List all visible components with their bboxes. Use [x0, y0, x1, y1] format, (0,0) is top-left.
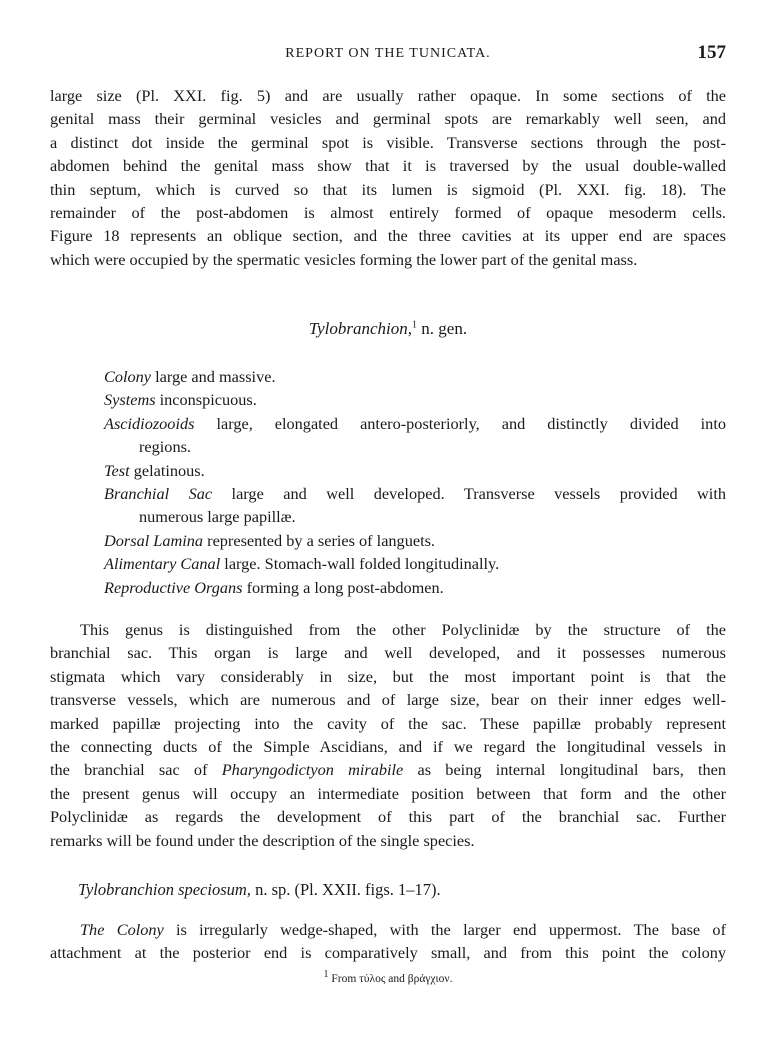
text-line: marked papillæ projecting into the cavity of the sac. These papillæ probably represent — [50, 713, 726, 733]
character-term: Systems — [104, 390, 156, 410]
character-term: Reproductive Organs — [104, 577, 243, 597]
footnote — [0, 969, 776, 985]
text-line: This genus is distinguished from the other Polyclinidæ by the structure of the — [80, 620, 726, 639]
text-line: genital mass their germinal vesicles and germinal spots are remarkably well seen, and — [50, 109, 726, 129]
text-line: branchial sac. This organ is large and well developed, and it possesses numerous — [50, 643, 726, 663]
text-line: which were occupied by the spermatic vesicles forming the lower part of the genital mass. — [50, 249, 638, 269]
species-name: Tylobranchion speciosum, — [78, 880, 251, 899]
page-number: 157 — [697, 42, 726, 63]
character-item — [104, 576, 726, 599]
genus-heading — [0, 319, 776, 339]
text-line: remarks will be found under the description of the single species. — [50, 830, 475, 850]
character-item — [104, 388, 726, 411]
text-line: transverse vessels, which are numerous and of large size, bear on their inner edges well- — [50, 690, 726, 710]
genus-name: Tylobranchion, — [308, 319, 413, 338]
character-item — [104, 459, 726, 482]
species-citation: n. sp. (Pl. XXII. figs. 1–17). — [250, 880, 441, 899]
text-line: thin septum, which is curved so that its lumen is sigmoid (Pl. XXI. fig. 18). The — [50, 179, 726, 199]
character-text: large and massive. — [151, 367, 276, 386]
footnote-mark: 1 — [412, 319, 418, 331]
section-term: The Colony — [80, 920, 164, 939]
character-term: Alimentary Canal — [104, 554, 221, 574]
running-header — [0, 42, 776, 66]
character-continuation: regions. — [139, 437, 191, 457]
text-line: remainder of the post-abdomen is almost entirely formed of opaque mesoderm cells. — [50, 203, 726, 223]
text-line — [50, 758, 726, 781]
character-text: forming a long post-abdomen. — [242, 577, 444, 597]
text-line: a distinct dot inside the germinal spot is visible. Transverse sections through the post- — [50, 132, 726, 152]
text-line: large size (Pl. XXI. fig. 5) and are usually rather opaque. In some sections of the — [50, 86, 726, 105]
character-term: Dorsal Lamina — [104, 530, 204, 550]
character-item — [104, 529, 726, 552]
character-text: inconspicuous. — [155, 390, 257, 410]
character-text: large and well developed. Transverse vessels provided with — [212, 484, 726, 504]
text-line: abdomen behind the genital mass show that it is traversed by the usual double-walled — [50, 156, 726, 176]
text-line: attachment at the posterior end is comparatively small, and from this point the colony — [50, 943, 726, 963]
character-term: Colony — [104, 367, 152, 386]
text-fragment: as being internal longitudinal bars, then — [403, 760, 727, 780]
generic-characters-list — [104, 365, 726, 599]
species-reference: Pharyngodictyon mirabile — [221, 760, 404, 780]
text-line — [50, 918, 726, 941]
text-fragment: the branchial sac of — [50, 760, 222, 780]
paragraph-1 — [50, 84, 726, 271]
character-text: large. Stomach-wall folded longitudinally. — [220, 554, 500, 574]
text-line: stigmata which vary considerably in size, but the most important point is that the — [50, 666, 726, 686]
text-fragment: is irregularly wedge-shaped, with the larger end uppermost. The base of — [163, 920, 726, 939]
footnote-number: 1 — [323, 969, 329, 981]
character-term: Ascidiozooids — [104, 413, 195, 433]
paragraph-2 — [50, 618, 726, 852]
text-line: Polyclinidæ as regards the development of this part of the branchial sac. Further — [50, 807, 726, 827]
genus-suffix: n. gen. — [417, 319, 468, 338]
paragraph-3 — [50, 918, 726, 965]
character-item — [104, 552, 726, 575]
character-text: gelatinous. — [129, 460, 205, 480]
character-term: Test — [104, 460, 130, 480]
footnote-text: From τύλος and βράγχιον. — [328, 973, 453, 985]
character-item — [104, 365, 726, 388]
character-item — [104, 412, 726, 459]
text-line: Figure 18 represents an oblique section, and the three cavities at its upper end are spaces — [50, 226, 726, 246]
character-text: large, elongated antero-posteriorly, and distinctly divided into — [194, 413, 726, 433]
character-item — [104, 482, 726, 529]
character-text: represented by a series of languets. — [203, 530, 435, 550]
character-continuation: numerous large papillæ. — [139, 507, 296, 527]
character-term: Branchial Sac — [104, 484, 213, 504]
running-title: REPORT ON THE TUNICATA. — [285, 46, 491, 61]
species-heading — [78, 880, 441, 900]
text-line: the present genus will occupy an intermediate position between that form and the other — [50, 783, 726, 803]
text-line: the connecting ducts of the Simple Ascidians, and if we regard the longitudinal vessels in — [50, 737, 726, 757]
